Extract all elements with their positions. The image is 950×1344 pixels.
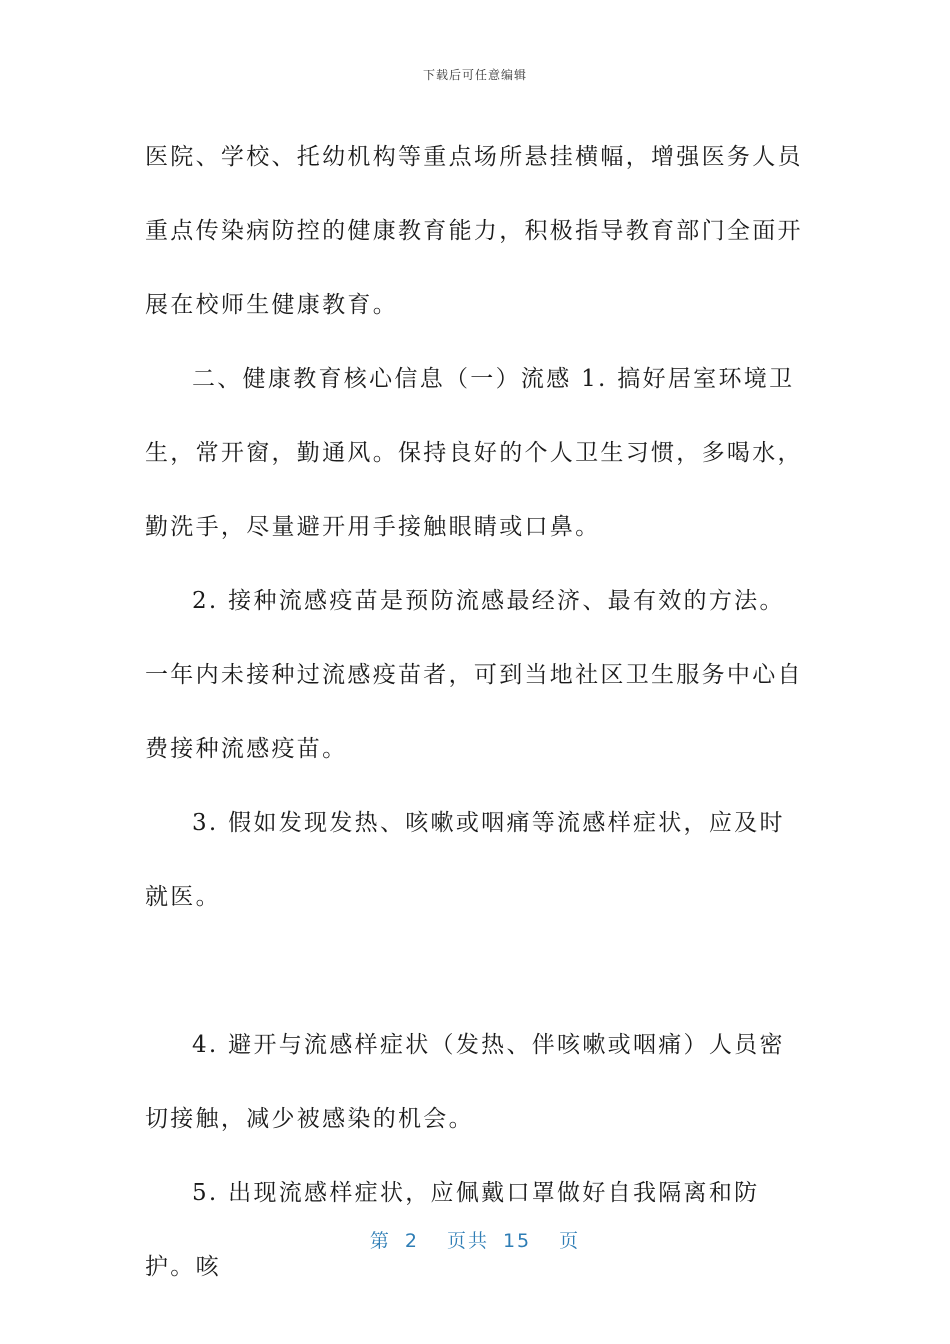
paragraph-4: 3. 假如发现发热、咳嗽或咽痛等流感样症状，应及时就医。 bbox=[145, 810, 785, 910]
paragraph-1: 医院、学校、托幼机构等重点场所悬挂横幅，增强医务人员重点传染病防控的健康教育能力，积极指导教育部门全面开展在校师生健康教育。 bbox=[145, 144, 803, 318]
paragraph-2: 二、健康教育核心信息（一）流感 1. 搞好居室环境卫生，常开窗，勤通风。保持良好的个人卫生习惯，多喝水，勤洗手，尽量避开用手接触眼睛或口鼻。 bbox=[145, 366, 803, 540]
page-middle-text: 页共 bbox=[446, 1230, 489, 1252]
paragraph-6: 5. 出现流感样症状，应佩戴口罩做好自我隔离和防护。咳 bbox=[145, 1180, 760, 1280]
page-suffix: 页 bbox=[559, 1230, 581, 1252]
download-note: 下载后可任意编辑 bbox=[422, 68, 527, 82]
document-body bbox=[145, 120, 805, 1304]
paragraph-3: 2. 接种流感疫苗是预防流感最经济、最有效的方法。一年内未接种过流感疫苗者，可到当地社区卫生服务中心自费接种流感疫苗。 bbox=[145, 588, 803, 762]
page-number-footer bbox=[0, 1226, 950, 1253]
paragraph-gap bbox=[145, 934, 805, 1008]
page-prefix: 第 bbox=[369, 1230, 391, 1252]
paragraph-5: 4. 避开与流感样症状（发热、伴咳嗽或咽痛）人员密切接触，减少被感染的机会。 bbox=[145, 1032, 785, 1132]
current-page-number: 2 bbox=[404, 1230, 419, 1252]
total-pages-number: 15 bbox=[502, 1230, 532, 1252]
